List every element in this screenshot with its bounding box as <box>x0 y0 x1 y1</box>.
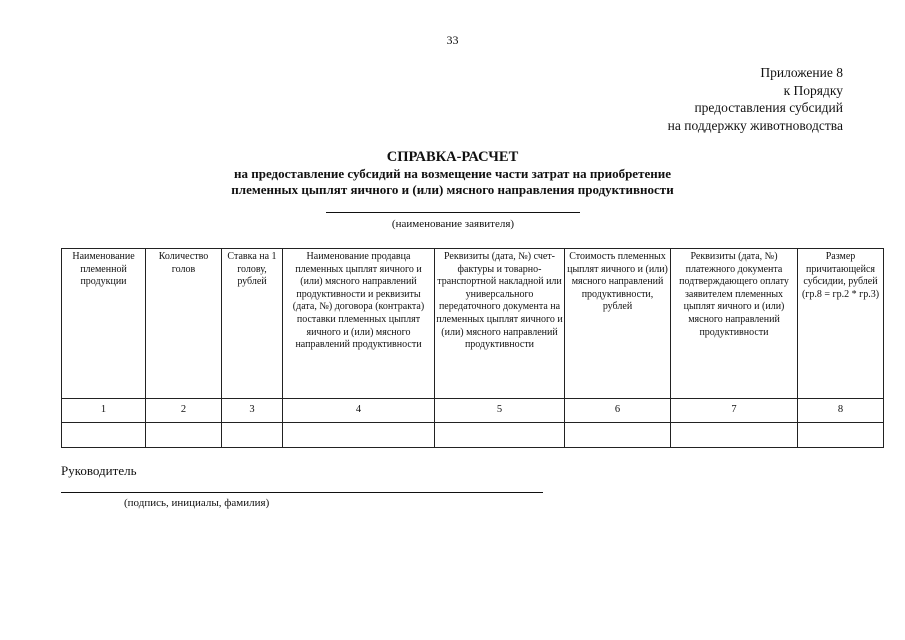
column-number-cell: 8 <box>798 399 884 423</box>
table-cell[interactable] <box>146 423 222 448</box>
table-cell[interactable] <box>283 423 435 448</box>
document-title: СПРАВКА-РАСЧЕТ <box>386 149 519 165</box>
column-number-cell: 7 <box>671 399 798 423</box>
head-label: Руководитель <box>61 463 137 478</box>
column-number-row <box>62 399 884 423</box>
appendix-line: на поддержку животноводства <box>667 117 843 133</box>
page-number: 33 <box>446 33 459 47</box>
subtitle-line: на предоставление субсидий на возмещение части затрат на приобретение <box>234 166 671 181</box>
header-cell: Наименование продавца племенных цыплят яичного и (или) мясного направлений продуктивности и реквизиты (дата, №) договора (контракта) поставки племенных цыплят яичного и (или) мясного направлений продуктивности <box>283 249 435 399</box>
table-cell[interactable] <box>671 423 798 448</box>
applicant-name-line <box>326 212 580 213</box>
header-cell: Ставка на 1 голову, рублей <box>222 249 283 399</box>
calculation-table <box>61 248 884 448</box>
document-subtitle <box>0 166 905 198</box>
header-cell: Стоимость племенных цыплят яичного и (или) мясного направлений продуктивности, рублей <box>565 249 671 399</box>
appendix-line: предоставления субсидий <box>694 100 843 115</box>
table-cell[interactable] <box>798 423 884 448</box>
column-number-cell: 5 <box>435 399 565 423</box>
column-number-cell: 1 <box>62 399 146 423</box>
column-number-cell: 2 <box>146 399 222 423</box>
column-number-cell: 6 <box>565 399 671 423</box>
header-cell: Реквизиты (дата, №) платежного документа подтверждающего оплату заявителем племенных цыплят яичного и (или) мясного направлений продуктивности <box>671 249 798 399</box>
appendix-line: к Порядку <box>783 82 843 98</box>
table-cell[interactable] <box>222 423 283 448</box>
header-cell: Реквизиты (дата, №) счет-фактуры и товарно- транспортной накладной или универсального передаточного документа на племенных цыплят яичного и (или) мясного направлений продуктивности <box>435 249 565 399</box>
header-cell: Количество голов <box>146 249 222 399</box>
signature-caption: (подпись, инициалы, фамилия) <box>124 497 270 509</box>
column-number-cell: 3 <box>222 399 283 423</box>
table-cell[interactable] <box>62 423 146 448</box>
table-cell[interactable] <box>435 423 565 448</box>
table-data-row <box>62 423 884 448</box>
header-cell: Наименование племенной продукции <box>62 249 146 399</box>
appendix-line: Приложение 8 <box>760 65 843 80</box>
appendix-reference <box>668 64 843 134</box>
subtitle-line: племенных цыплят яичного и (или) мясного направления продуктивности <box>231 182 674 197</box>
header-cell: Размер причитающейся субсидии, рублей (гр.8 = гр.2 * гр.3) <box>798 249 884 399</box>
signature-line <box>61 492 543 493</box>
column-number-cell: 4 <box>283 399 435 423</box>
applicant-caption: (наименование заявителя) <box>391 218 515 230</box>
table-header-row <box>62 249 884 399</box>
table-cell[interactable] <box>565 423 671 448</box>
